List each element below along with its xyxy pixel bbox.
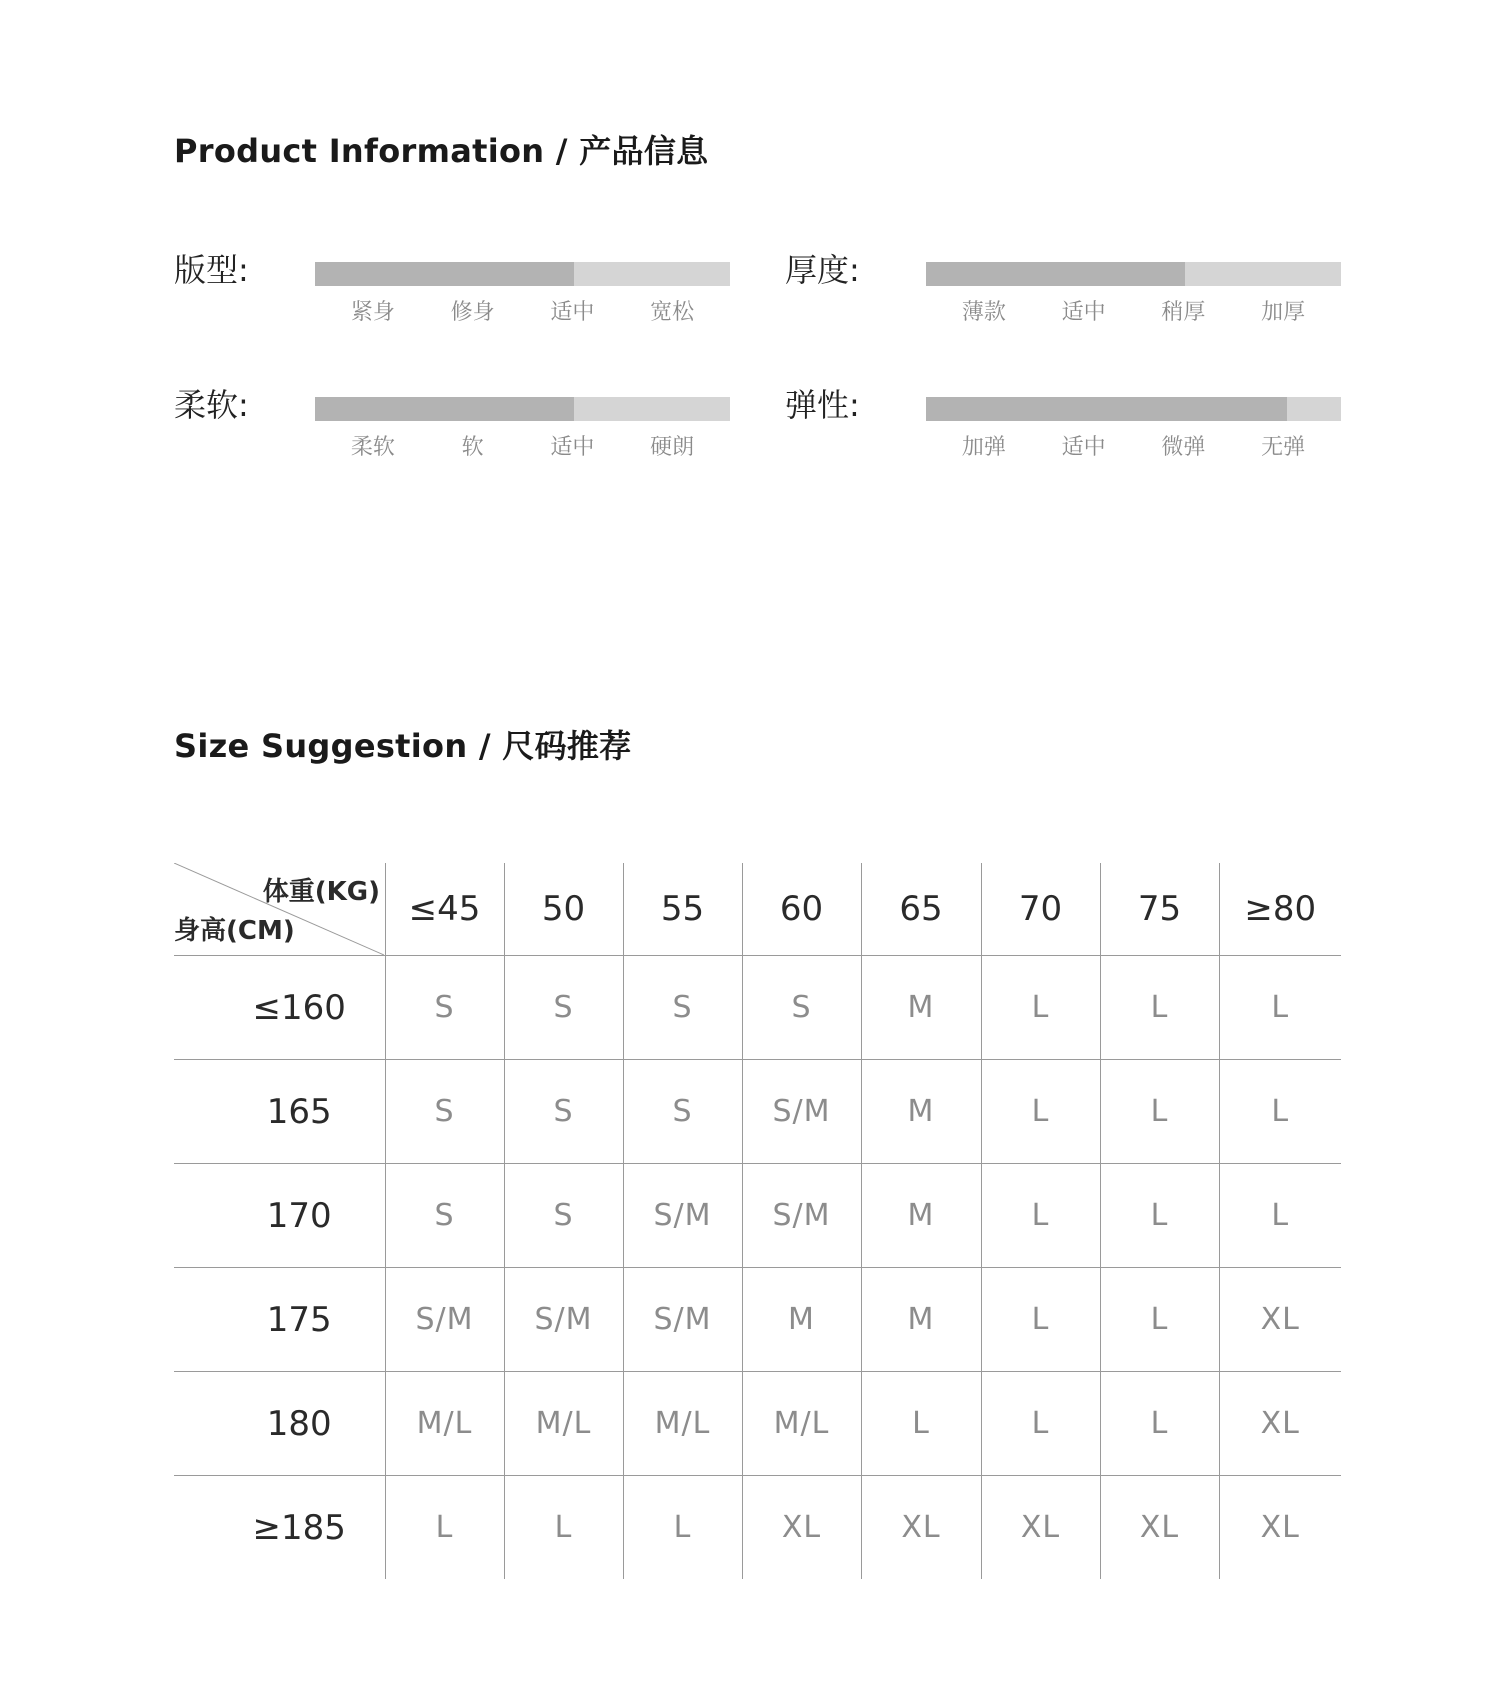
attr-elasticity-label: 弹性: [785, 386, 860, 424]
size-cell: M/L [742, 1372, 861, 1476]
table-row [174, 956, 1341, 1060]
size-cell: S/M [504, 1268, 623, 1372]
attr-thickness-label: 厚度: [785, 251, 860, 289]
size-cell: S/M [742, 1060, 861, 1164]
weight-column-header: ≤45 [385, 863, 504, 956]
size-cell: S/M [623, 1164, 742, 1268]
scale-tick: 适中 [1061, 435, 1106, 460]
weight-column-header: 65 [861, 863, 981, 956]
size-cell: L [1100, 1372, 1219, 1476]
height-row-header: 165 [174, 1060, 385, 1164]
size-cell: L [981, 1060, 1100, 1164]
attr-thickness-scale [926, 298, 1341, 328]
table-row [174, 1372, 1341, 1476]
height-row-header: ≥185 [252, 1507, 346, 1548]
weight-column-header: 60 [742, 863, 861, 956]
attr-softness [174, 385, 764, 495]
attr-thickness-bar [926, 262, 1341, 286]
size-cell: L [623, 1476, 742, 1580]
size-cell: XL [1100, 1476, 1219, 1580]
scale-tick: 紧身 [350, 300, 395, 325]
scale-tick: 加弹 [961, 435, 1006, 460]
size-cell: XL [1219, 1372, 1341, 1476]
attr-fit-bar [315, 262, 730, 286]
attr-fit [174, 250, 764, 360]
attr-softness-bar [315, 397, 730, 421]
size-cell: M [861, 1060, 981, 1164]
size-cell: S [742, 956, 861, 1060]
attr-elasticity-scale [926, 433, 1341, 463]
size-suggestion-title: Size Suggestion / 尺码推荐 [174, 727, 632, 765]
attr-elasticity [785, 385, 1375, 495]
scale-tick: 宽松 [650, 300, 695, 325]
scale-tick: 适中 [550, 300, 595, 325]
size-table [174, 863, 1341, 1579]
size-cell: M [861, 1164, 981, 1268]
size-cell: L [1219, 1164, 1341, 1268]
size-cell: L [385, 1476, 504, 1580]
scale-tick: 薄款 [961, 300, 1006, 325]
scale-tick: 无弹 [1261, 435, 1306, 460]
attr-fit-bar-fill [315, 262, 574, 286]
size-cell: L [981, 956, 1100, 1060]
weight-column-header: ≥80 [1219, 863, 1341, 956]
size-cell: S [504, 956, 623, 1060]
weight-column-header: 70 [981, 863, 1100, 956]
size-cell: M/L [385, 1372, 504, 1476]
table-row [174, 1476, 1341, 1580]
size-cell: S [623, 956, 742, 1060]
product-info-title: Product Information / 产品信息 [174, 132, 709, 170]
size-cell: XL [1219, 1268, 1341, 1372]
table-row [174, 1060, 1341, 1164]
size-cell: S/M [623, 1268, 742, 1372]
size-cell: M [861, 1268, 981, 1372]
size-cell: XL [742, 1476, 861, 1580]
scale-tick: 修身 [450, 300, 495, 325]
attr-fit-scale [315, 298, 730, 328]
size-cell: L [981, 1268, 1100, 1372]
size-cell: S [623, 1060, 742, 1164]
size-cell: S [504, 1164, 623, 1268]
scale-tick: 硬朗 [650, 435, 695, 460]
size-cell: L [861, 1372, 981, 1476]
attr-softness-label: 柔软: [174, 386, 249, 424]
size-cell: S [385, 1164, 504, 1268]
size-cell: S [385, 1060, 504, 1164]
attr-softness-scale [315, 433, 730, 463]
size-cell: S [385, 956, 504, 1060]
size-cell: S/M [385, 1268, 504, 1372]
size-table-corner [174, 863, 385, 956]
weight-column-header: 50 [504, 863, 623, 956]
size-cell: L [1100, 1164, 1219, 1268]
scale-tick: 微弹 [1161, 435, 1206, 460]
scale-tick: 柔软 [350, 435, 395, 460]
size-cell: L [981, 1164, 1100, 1268]
attr-fit-label: 版型: [174, 251, 249, 289]
attr-elasticity-bar-fill [926, 397, 1287, 421]
height-row-header: 170 [174, 1164, 385, 1268]
height-row-header: 175 [174, 1268, 385, 1372]
size-table-header-row [174, 863, 1341, 956]
attr-softness-bar-fill [315, 397, 574, 421]
size-cell: L [504, 1476, 623, 1580]
size-cell: L [1219, 1060, 1341, 1164]
size-cell: L [1100, 1268, 1219, 1372]
weight-axis-label: 体重(KG) [262, 877, 380, 907]
attr-elasticity-bar [926, 397, 1341, 421]
size-cell: L [1100, 1060, 1219, 1164]
scale-tick: 加厚 [1261, 300, 1306, 325]
table-row [174, 1268, 1341, 1372]
size-cell: S [504, 1060, 623, 1164]
size-cell: M/L [623, 1372, 742, 1476]
size-cell: L [1219, 956, 1341, 1060]
size-cell: XL [861, 1476, 981, 1580]
size-cell: M/L [504, 1372, 623, 1476]
scale-tick: 适中 [1061, 300, 1106, 325]
size-cell: M [742, 1268, 861, 1372]
scale-tick: 适中 [550, 435, 595, 460]
size-cell: M [861, 956, 981, 1060]
weight-column-header: 75 [1100, 863, 1219, 956]
attr-thickness [785, 250, 1375, 360]
height-row-header: ≤160 [174, 956, 385, 1060]
size-cell: L [981, 1372, 1100, 1476]
size-cell: XL [1219, 1476, 1341, 1580]
scale-tick: 软 [461, 435, 484, 460]
size-cell: L [1100, 956, 1219, 1060]
weight-column-header: 55 [623, 863, 742, 956]
size-cell: XL [981, 1476, 1100, 1580]
height-axis-label: 身高(CM) [174, 916, 295, 946]
table-row [174, 1164, 1341, 1268]
height-row-header: 180 [174, 1372, 385, 1476]
size-cell: S/M [742, 1164, 861, 1268]
attr-thickness-bar-fill [926, 262, 1185, 286]
scale-tick: 稍厚 [1161, 300, 1206, 325]
